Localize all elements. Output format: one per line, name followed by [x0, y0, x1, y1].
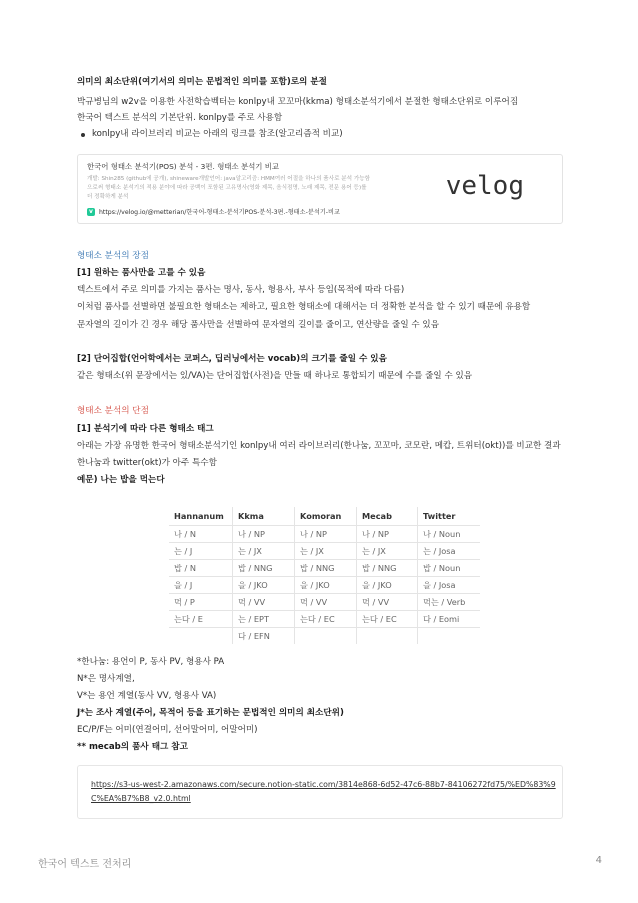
table-cell: 는 / JX	[357, 543, 418, 560]
bookmark-title: 한국어 형태소 분석기(POS) 분석 - 3편. 형태소 분석기 비교	[87, 162, 280, 171]
pos-tag-table	[169, 507, 480, 644]
note-hannanum: *한나눔: 용언이 P, 동사 PV, 형용사 PA	[77, 657, 225, 667]
pros-item1-line: 문자열의 길이가 긴 경우 해당 품사만을 선별하여 문자열의 길이를 줄이고, 연산량을 줄일 수 있음	[77, 320, 440, 330]
pros-item2-line: 같은 형태소(위 문장에서는 있/VA)는 단어집합(사전)을 만들 때 하나로 통합되기 때문에 수를 줄일 수 있음	[77, 371, 473, 381]
table-header-row	[169, 507, 480, 526]
table-cell: 나 / NP	[295, 526, 357, 543]
table-cell: 다 / EFN	[233, 628, 295, 645]
table-row	[169, 577, 480, 594]
pros-item2-title: [2] 단어집합(언어학에서는 코퍼스, 딥러닝에서는 vocab)의 크기를 줄일 수 있음	[77, 354, 387, 364]
pros-item1-line: 텍스트에서 주로 의미를 가지는 품사는 명사, 동사, 형용사, 부사 등임(목적에 따라 다름)	[77, 285, 405, 295]
table-cell: 는다 / EC	[357, 611, 418, 628]
table-row	[169, 628, 480, 645]
page-number: 4	[595, 855, 602, 866]
table-cell: 는 / Josa	[418, 543, 481, 560]
table-cell: 먹 / VV	[233, 594, 295, 611]
pros-heading: 형태소 분석의 장점	[77, 251, 149, 261]
column-header: Komoran	[295, 507, 357, 526]
example-sentence: 예문) 나는 밥을 먹는다	[77, 475, 165, 485]
table-cell: 밥 / N	[169, 560, 233, 577]
bullet-konlpy-compare: konlpy내 라이브러리 비교는 아래의 링크를 참조(알고리즘적 비교)	[92, 129, 343, 139]
paragraph-w2v: 박규병님의 w2v을 이용한 사전학습벡터는 konlpy내 꼬꼬마(kkma) 형태소분석기에서 분절한 형태소단위로 이루어짐	[77, 97, 519, 107]
table-cell: 나 / NP	[357, 526, 418, 543]
pros-item1-line: 이처럼 품사를 선별하면 불필요한 형태소는 제하고, 필요한 형태소에 대해서는 더 정확한 분석을 할 수 있기 때문에 유용함	[77, 302, 531, 312]
table-cell: 을 / JKO	[357, 577, 418, 594]
pros-item1-title: [1] 원하는 품사만을 고를 수 있음	[77, 268, 206, 278]
column-header: Hannanum	[169, 507, 233, 526]
table-cell: 나 / NP	[233, 526, 295, 543]
table-cell: 먹 / VV	[357, 594, 418, 611]
note-noun: N*은 명사계열,	[77, 674, 135, 684]
notion-link[interactable]: https://s3-us-west-2.amazonaws.com/secure.notion-static.com/3814e868-6d52-47c6-88b7-84106272fd75/%ED%83%9	[91, 780, 556, 789]
table-cell: 나 / N	[169, 526, 233, 543]
footer-title: 한국어 텍스트 전처리	[38, 859, 132, 870]
note-josa: J*는 조사 계열(주어, 목적어 등을 표기하는 문법적인 의미의 최소단위)	[77, 708, 344, 718]
note-verb: V*는 용언 계열(동사 VV, 형용사 VA)	[77, 691, 217, 701]
table-cell: 는 / JX	[295, 543, 357, 560]
note-eomi: EC/P/F는 어미(연결어미, 선어말어미, 어말어미)	[77, 725, 258, 735]
table-cell: 을 / J	[169, 577, 233, 594]
table-row	[169, 543, 480, 560]
table-cell: 먹 / VV	[295, 594, 357, 611]
bookmark-desc-line: 개발: Shin285 (github에 공개), shineware개발언어: java알고리즘: HMM여러 어절을 하나의 품사로 분석 가능함	[87, 176, 371, 182]
table-row	[169, 526, 480, 543]
table-cell	[357, 628, 418, 645]
table-cell	[295, 628, 357, 645]
table-cell: 밥 / NNG	[233, 560, 295, 577]
velog-logo: velog	[445, 171, 524, 201]
table-cell: 는다 / EC	[295, 611, 357, 628]
link-box	[77, 765, 563, 819]
column-header: Kkma	[233, 507, 295, 526]
table-cell: 는다 / E	[169, 611, 233, 628]
table-cell: 밥 / Noun	[418, 560, 481, 577]
table-cell: 밥 / NNG	[295, 560, 357, 577]
table-cell	[169, 628, 233, 645]
table-cell	[418, 628, 481, 645]
table-row	[169, 594, 480, 611]
table-cell: 밥 / NNG	[357, 560, 418, 577]
table-cell: 먹는 / Verb	[418, 594, 481, 611]
bookmark-url-row[interactable]	[87, 207, 340, 216]
table-cell: 나 / Noun	[418, 526, 481, 543]
cons-item1-line: 아래는 가장 유명한 한국어 형태소분석기인 konlpy내 여러 라이브러리(한나눔, 꼬꼬마, 코모란, 메캅, 트위터(okt))를 비교한 결과	[77, 441, 561, 451]
bookmark-card[interactable]	[77, 154, 563, 224]
table-cell: 을 / JKO	[295, 577, 357, 594]
bookmark-desc-line: 으로써 형태소 분석기의 적용 분야에 따라 공백이 포함된 고유명사(영화 제목, 음식점명, 노래 제목, 전문 용어 등)를	[87, 185, 367, 191]
table-cell: 는 / JX	[233, 543, 295, 560]
bookmark-desc-line: 더 정확하게 분석	[87, 194, 129, 200]
table-cell: 을 / JKO	[233, 577, 295, 594]
table-cell: 먹 / P	[169, 594, 233, 611]
table-cell: 는 / J	[169, 543, 233, 560]
cons-heading: 형태소 분석의 단점	[77, 406, 149, 416]
table-cell: 다 / Eomi	[418, 611, 481, 628]
table-row	[169, 560, 480, 577]
notion-link-continued[interactable]: C%EA%B7%B8_v2.0.html	[91, 794, 191, 803]
column-header: Mecab	[357, 507, 418, 526]
table-cell: 는 / EPT	[233, 611, 295, 628]
paragraph-basic-unit: 한국어 텍스트 분석의 기본단위. konlpy를 주로 사용함	[77, 113, 283, 123]
table-cell: 을 / Josa	[418, 577, 481, 594]
cons-item1-title: [1] 분석기에 따라 다른 형태소 태그	[77, 424, 214, 434]
bullet-dot	[81, 133, 85, 137]
section-heading-min-unit: 의미의 최소단위(여기서의 의미는 문법적인 의미를 포함)로의 분절	[77, 77, 327, 87]
cons-item1-line: 한나눔과 twitter(okt)가 아주 특수함	[77, 458, 217, 468]
table-row	[169, 611, 480, 628]
note-mecab: ** mecab의 품사 태그 참고	[77, 742, 188, 752]
column-header: Twitter	[418, 507, 481, 526]
bookmark-url[interactable]: https://velog.io/@metterian/한국어-형태소-분석기POS-분석-3편.-형태소-분석기-비교	[99, 209, 340, 216]
velog-favicon-icon: v	[87, 208, 95, 216]
